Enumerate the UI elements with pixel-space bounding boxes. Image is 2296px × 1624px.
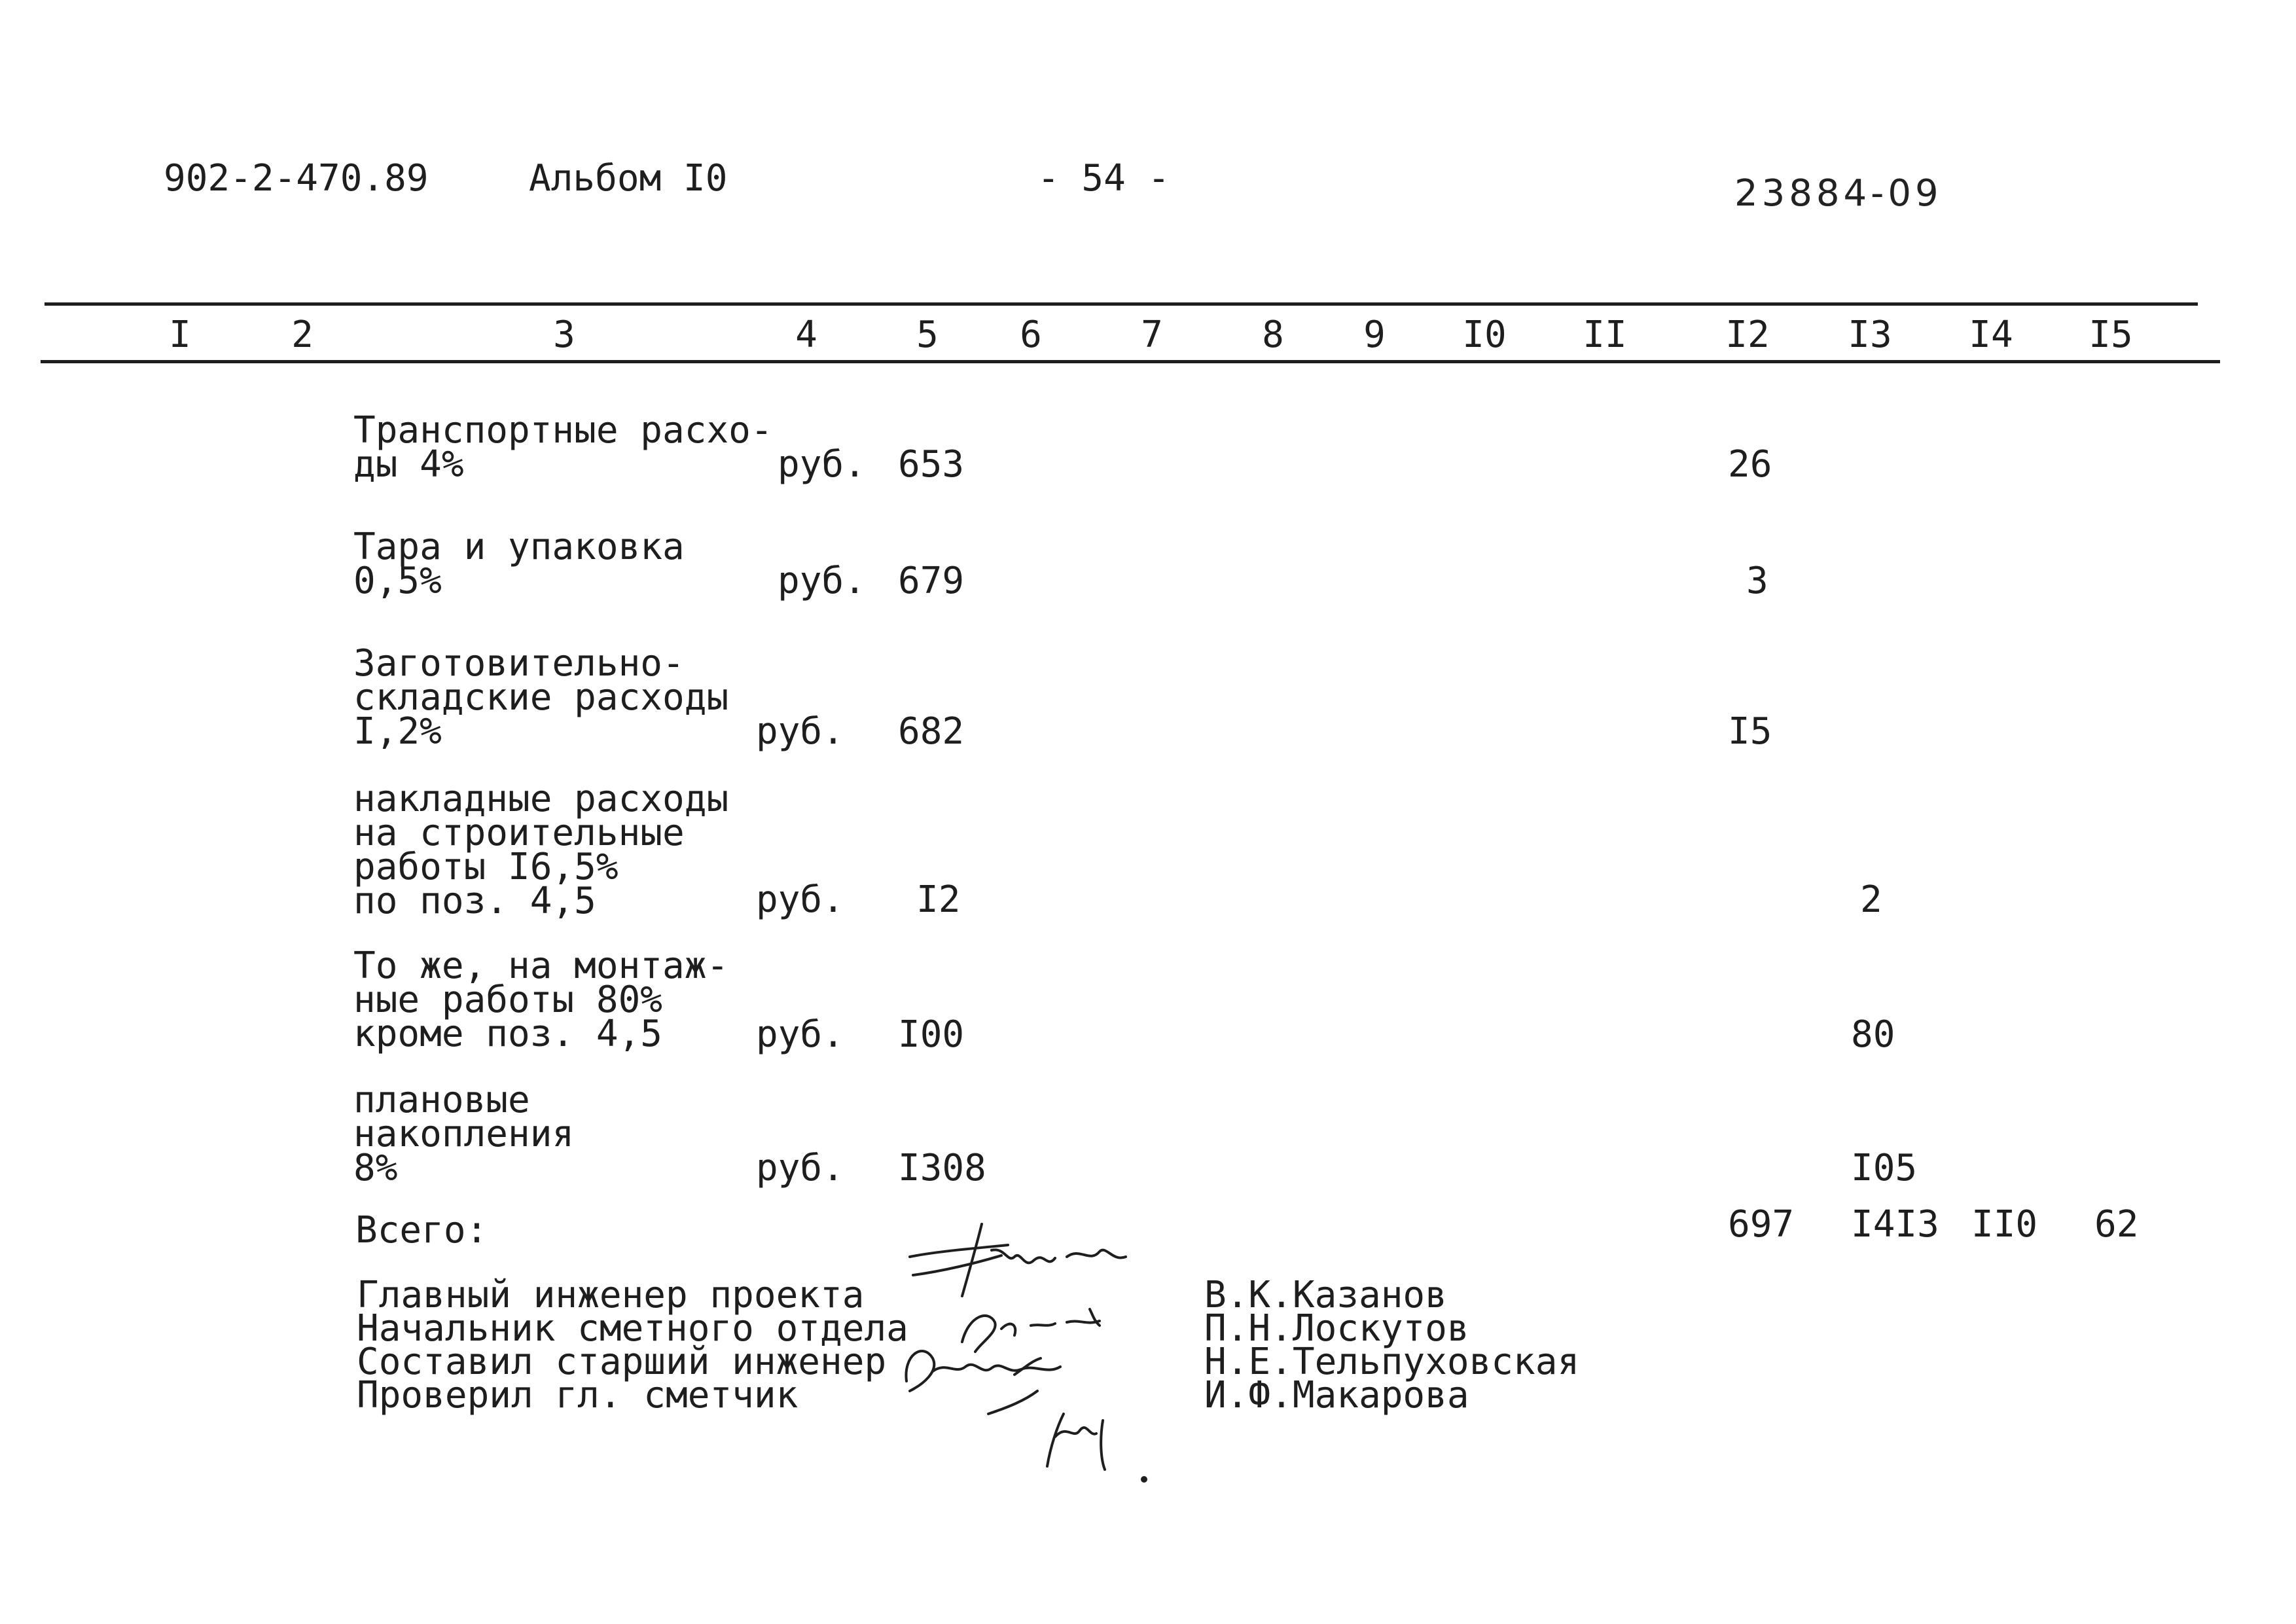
- column-header: 4: [795, 314, 817, 356]
- total-label: Всего:: [355, 1209, 488, 1252]
- column-header: 2: [291, 314, 314, 356]
- row-description: накладные расходы на строительные работы I6,5% по поз. 4,5: [353, 778, 729, 922]
- row-unit: руб.: [756, 878, 844, 921]
- row-value-col13: 80: [1851, 1013, 1895, 1056]
- row-unit: руб.: [756, 1013, 844, 1056]
- column-header: I0: [1462, 314, 1507, 356]
- row-unit: руб.: [778, 443, 866, 486]
- row-value-col5: 682: [898, 710, 965, 753]
- table-top-rule: [45, 302, 2198, 306]
- row-description: Транспортные расхо- ды 4%: [353, 409, 773, 486]
- row-unit: руб.: [756, 710, 844, 753]
- row-value-col5: I00: [898, 1013, 965, 1056]
- row-value-col5: I308: [898, 1147, 986, 1189]
- table-header-bottom-rule: [41, 360, 2220, 363]
- column-header: I4: [1969, 314, 2013, 356]
- column-header: 5: [916, 314, 939, 356]
- total-col12: 697: [1728, 1203, 1795, 1246]
- column-header: 8: [1262, 314, 1284, 356]
- total-col15: 62: [2094, 1203, 2139, 1246]
- document-code: 902-2-470.89: [164, 157, 429, 200]
- column-header: 9: [1363, 314, 1386, 356]
- row-unit: руб.: [756, 1147, 844, 1189]
- column-header: I5: [2089, 314, 2133, 356]
- column-header: 3: [553, 314, 575, 356]
- row-description: плановые накопления 8%: [353, 1079, 575, 1189]
- row-value-col12: 26: [1728, 443, 1772, 486]
- column-header: II: [1583, 314, 1627, 356]
- row-value-col13: 2: [1860, 878, 1882, 921]
- column-header: I3: [1848, 314, 1892, 356]
- row-value-col13: I05: [1851, 1147, 1918, 1189]
- archive-number: 23884-09: [1734, 172, 1943, 215]
- column-header: 6: [1020, 314, 1042, 356]
- album-label: Альбом I0: [529, 157, 728, 200]
- row-unit: руб.: [778, 560, 866, 602]
- row-value-col5: 679: [898, 560, 965, 602]
- page-number: - 54 -: [1037, 157, 1170, 200]
- column-header: I2: [1725, 314, 1770, 356]
- row-value-col12: I5: [1728, 710, 1772, 753]
- column-header: I: [169, 314, 191, 356]
- signatory-names: В.К.Казанов П.Н.Лоскутов Н.Е.Тельпуховская И.Ф.Макарова: [1204, 1274, 1580, 1416]
- row-description: То же, на монтаж- ные работы 80% кроме поз. 4,5: [353, 945, 729, 1055]
- row-value-col5: 653: [898, 443, 965, 486]
- row-description: Тара и упаковка 0,5%: [353, 526, 685, 602]
- total-col14: II0: [1971, 1203, 2038, 1246]
- total-col13: I4I3: [1851, 1203, 1939, 1246]
- row-description: Заготовительно- складские расходы I,2%: [353, 642, 729, 753]
- column-header: 7: [1141, 314, 1163, 356]
- handwritten-signatures-icon: [884, 1211, 1224, 1486]
- row-value-col5: I2: [916, 878, 961, 921]
- row-value-col12: 3: [1746, 560, 1768, 602]
- signatory-roles: Главный инженер проекта Начальник сметного отдела Составил старший инженер Проверил гл. сметчик: [357, 1274, 908, 1416]
